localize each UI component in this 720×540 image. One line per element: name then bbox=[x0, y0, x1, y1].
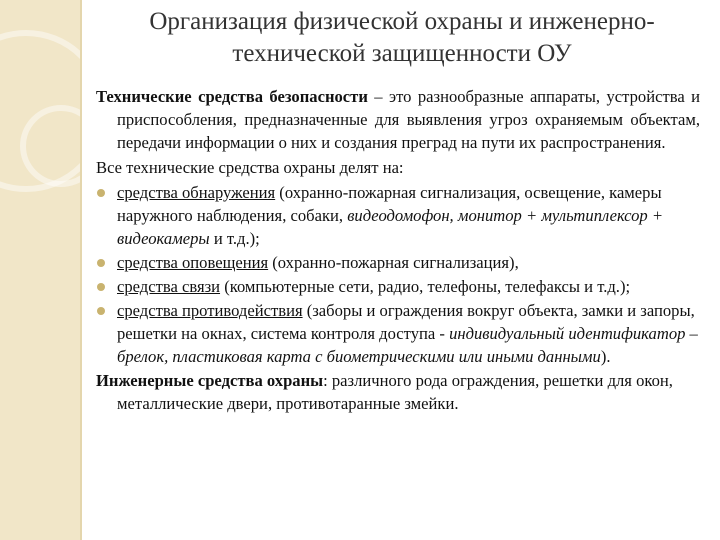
sidebar-divider bbox=[80, 0, 82, 540]
item-italic: индивидуальный идентификатор – брелок, пластиковая карта с биометрическими или иными данными bbox=[117, 324, 698, 366]
decorative-sidebar bbox=[0, 0, 80, 540]
slide-body bbox=[96, 85, 700, 417]
engineering-text: : различного рода ограждения, решетки для окон, металлические двери, противотаранные змейки. bbox=[117, 371, 673, 413]
item-term: средства оповещения bbox=[117, 253, 269, 272]
list-item bbox=[96, 275, 700, 298]
item-text: (охранно-пожарная сигнализация), bbox=[268, 253, 519, 272]
item-text: (заборы и ограждения вокруг объекта, замки и запоры, решетки на окнах, система контроля доступа - bbox=[117, 301, 695, 343]
bullet-icon bbox=[97, 307, 105, 315]
engineering-term: Инженерные средства охраны bbox=[96, 371, 324, 390]
item-term: средства связи bbox=[117, 277, 221, 296]
title-line-2: технической защищенности ОУ bbox=[232, 40, 572, 67]
bullet-icon bbox=[97, 259, 105, 267]
intro-term: Технические средства безопасности bbox=[96, 87, 368, 106]
item-italic: видеодомофон, монитор + мультиплексор + видеокамеры bbox=[117, 206, 664, 248]
division-text: Все технические средства охраны делят на: bbox=[96, 158, 404, 177]
list-item bbox=[96, 251, 700, 274]
item-text: (охранно-пожарная сигнализация, освещение, камеры наружного наблюдения, собаки, bbox=[117, 183, 662, 225]
item-tail: и т.д.); bbox=[209, 229, 260, 248]
item-term: средства обнаружения bbox=[117, 183, 276, 202]
bullet-icon bbox=[97, 189, 105, 197]
slide-title bbox=[92, 6, 712, 70]
bullet-icon bbox=[97, 283, 105, 291]
intro-paragraph bbox=[96, 85, 700, 154]
engineering-paragraph bbox=[96, 369, 700, 415]
item-tail: ). bbox=[600, 347, 611, 366]
item-text: (компьютерные сети, радио, телефоны, телефаксы и т.д.); bbox=[220, 277, 631, 296]
list-item bbox=[96, 299, 700, 368]
item-term: средства противодействия bbox=[117, 301, 303, 320]
list-item bbox=[96, 181, 700, 250]
title-line-1: Организация физической охраны и инженерно- bbox=[149, 8, 655, 35]
intro-definition: – это разнообразные аппараты, устройства и приспособления, предназначенные для выявления угроз охраняемым объектам, передачи информации о них и создания преград на пути их распространения. bbox=[117, 87, 700, 152]
